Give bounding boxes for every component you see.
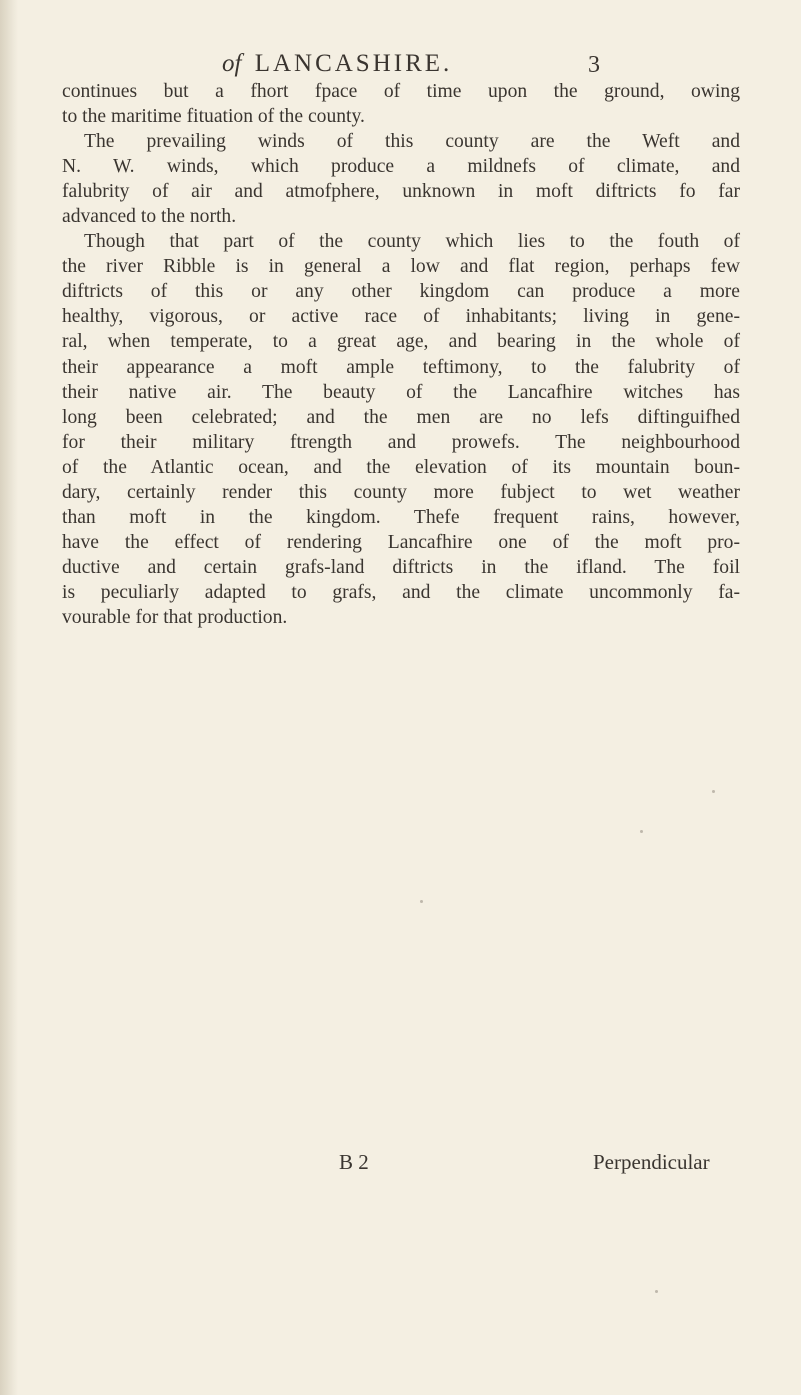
running-title-of: of [222, 50, 242, 77]
text-line: for their military ftrength and prowefs. The neighbourhood [62, 431, 740, 453]
text-line: vourable for that production. [62, 606, 288, 628]
paper-speck [655, 1290, 658, 1293]
page-gutter-shadow [0, 0, 18, 1395]
text-line: Though that part of the county which lies to the fouth of [84, 231, 740, 253]
text-line: of the Atlantic ocean, and the elevation of its mountain boun- [62, 456, 740, 478]
text-line: long been celebrated; and the men are no lefs diftinguifhed [62, 406, 740, 428]
text-line: dary, certainly render this county more fubject to wet weather [62, 481, 740, 503]
running-head [0, 50, 801, 80]
text-line: advanced to the north. [62, 206, 237, 228]
text-line: falubrity of air and atmofphere, unknown in moft diftricts fo far [62, 181, 740, 203]
text-line: The prevailing winds of this county are the Weft and [84, 131, 740, 153]
running-title-text: LANCASHIRE. [254, 50, 453, 77]
page-number: 3 [588, 52, 600, 78]
text-line: than moft in the kingdom. Thefe frequent rains, however, [62, 506, 740, 528]
catchword: Perpendicular [593, 1150, 710, 1174]
text-line: their native air. The beauty of the Lancafhire witches has [62, 381, 740, 403]
text-line: N. W. winds, which produce a mildnefs of climate, and [62, 156, 740, 178]
text-line: is peculiarly adapted to grafs, and the climate uncommonly fa- [62, 581, 740, 603]
text-line: the river Ribble is in general a low and flat region, perhaps few [62, 256, 740, 278]
text-line: have the effect of rendering Lancafhire one of the moft pro- [62, 531, 740, 553]
text-line: continues but a fhort fpace of time upon the ground, owing [62, 81, 740, 102]
paper-speck [640, 830, 643, 833]
text-line: healthy, vigorous, or active race of inhabitants; living in gene- [62, 306, 740, 328]
page-footer [0, 1150, 801, 1180]
text-line: ral, when temperate, to a great age, and bearing in the whole of [62, 331, 740, 353]
running-title [222, 50, 452, 78]
body-text [62, 79, 740, 630]
text-line: their appearance a moft ample teftimony, to the falubrity of [62, 356, 740, 378]
paper-speck [712, 790, 715, 793]
text-line: to the maritime fituation of the county. [62, 106, 365, 128]
signature-mark: B 2 [339, 1150, 369, 1174]
paper-speck [420, 900, 423, 903]
text-line: ductive and certain grafs-land diftricts in the ifland. The foil [62, 556, 740, 578]
text-line: diftricts of this or any other kingdom can produce a more [62, 281, 740, 303]
